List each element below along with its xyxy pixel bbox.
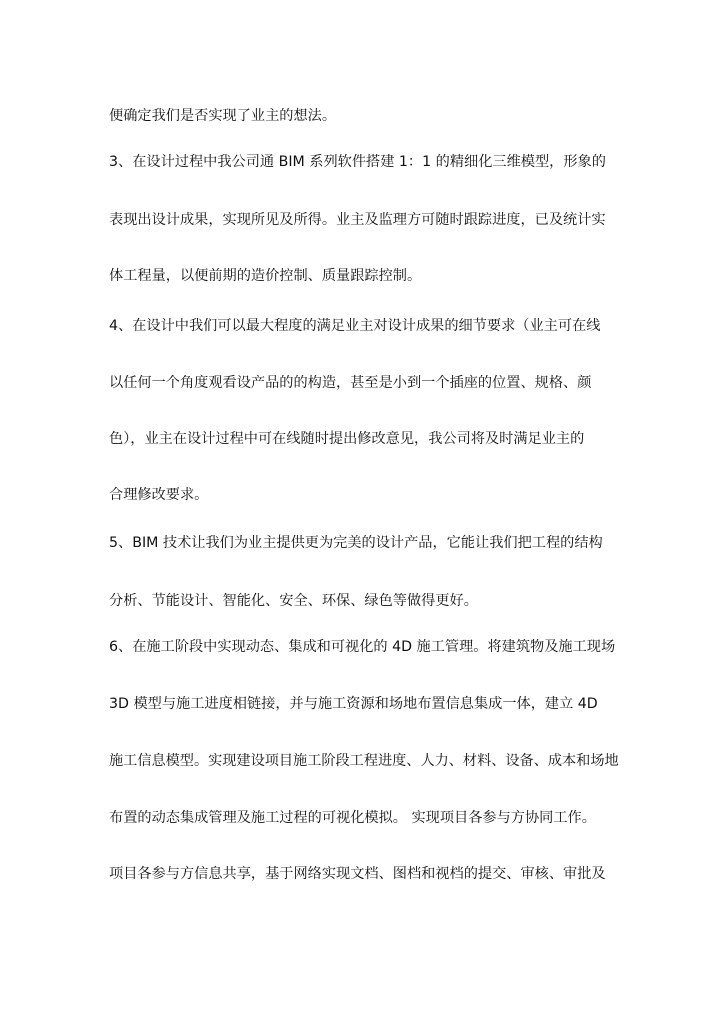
text-line: 4、在设计中我们可以最大程度的满足业主对设计成果的细节要求（业主可在线	[109, 318, 601, 334]
text-line: 合理修改要求。	[109, 487, 209, 503]
text-line: 表现出设计成果，实现所见及所得。业主及监理方可随时跟踪进度，已及统计实	[109, 212, 606, 228]
text-line: 3D 模型与施工进度相链接，并与施工资源和场地布置信息集成一体，建立 4D	[109, 696, 598, 712]
text-line: 色），业主在设计过程中可在线随时提出修改意见，我公司将及时满足业主的	[109, 431, 585, 447]
text-line: 项目各参与方信息共享，基于网络实现文档、图档和视档的提交、审核、审批及	[109, 866, 606, 882]
text-line: 布置的动态集成管理及施工过程的可视化模拟。 实现项目各参与方协同工作。	[109, 810, 596, 826]
text-line: 分析、节能设计、智能化、安全、环保、绿色等做得更好。	[109, 593, 478, 609]
text-line: 以任何一个角度观看设产品的的构造，甚至是小到一个插座的位置、规格、颜	[109, 375, 592, 391]
text-line: 6、在施工阶段中实现动态、集成和可视化的 4D 施工管理。将建筑物及施工现场	[109, 639, 616, 655]
text-line: 便确定我们是否实现了业主的想法。	[109, 108, 337, 124]
text-line: 3、在设计过程中我公司通 BIM 系列软件搭建 1：1 的精细化三维模型，形象的	[109, 154, 606, 170]
text-line: 体工程量，以便前期的造价控制、质量跟踪控制。	[109, 268, 422, 284]
text-line: 5、BIM 技术让我们为业主提供更为完美的设计产品，它能让我们把工程的结构	[109, 535, 603, 551]
text-line: 施工信息模型。实现建设项目施工阶段工程进度、人力、材料、设备、成本和场地	[109, 753, 619, 769]
